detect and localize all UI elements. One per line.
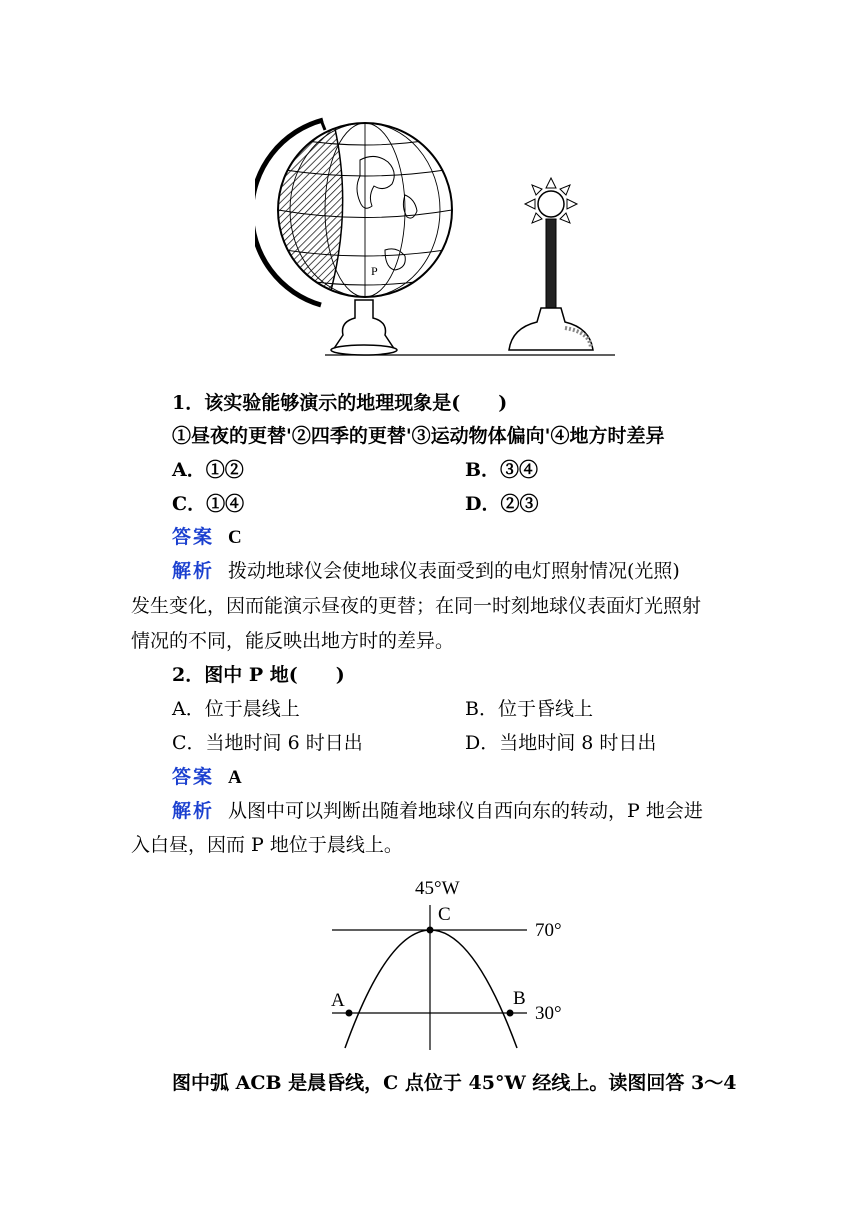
- meridian-label: 45°W: [415, 878, 460, 899]
- q1-answer-label: 答案: [172, 526, 215, 548]
- q1-answer-row: [172, 525, 242, 550]
- q1-analysis-label: 解析: [172, 560, 215, 582]
- lamp-base: [509, 308, 593, 350]
- globe-lamp-figure: [255, 100, 635, 382]
- q2-option-a: A．位于晨线上: [172, 698, 300, 720]
- lamp: [509, 178, 593, 350]
- point-b-label: B: [513, 988, 526, 1009]
- q2-answer: A: [228, 767, 242, 788]
- q1-analysis-row: [172, 559, 680, 583]
- q2-option-b: B．位于昏线上: [465, 698, 593, 720]
- q2-option-d: D．当地时间 8 时日出: [465, 732, 657, 754]
- q2-analysis-label: 解析: [172, 800, 215, 822]
- q2-analysis-line2: 入白昼，因而 P 地位于晨线上。: [131, 834, 403, 856]
- q2-analysis-row: [172, 799, 703, 823]
- q2-analysis-line1: 从图中可以判断出随着地球仪自西向东的转动，P 地会进: [228, 800, 703, 822]
- latitude-70-label: 70°: [535, 920, 562, 941]
- point-c-dot: [427, 927, 434, 934]
- q1-option-d: D．②③: [465, 493, 539, 515]
- globe-p-label: P: [371, 264, 378, 278]
- globe: [275, 120, 452, 305]
- terminator-arc: [345, 930, 517, 1048]
- point-a-dot: [346, 1010, 353, 1017]
- q1-answer: C: [228, 527, 242, 548]
- q1-analysis-line3: 情况的不同，能反映出地方时的差异。: [131, 630, 455, 652]
- q1-option-a: A．①②: [172, 459, 244, 481]
- point-a-label: A: [331, 990, 345, 1011]
- globe-stand: [333, 300, 395, 350]
- q2-answer-label: 答案: [172, 766, 215, 788]
- q2-option-c: C．当地时间 6 时日出: [172, 732, 363, 754]
- q2-answer-row: [172, 765, 242, 790]
- q1-stem: 1．该实验能够演示的地理现象是( ): [172, 392, 508, 414]
- point-c-label: C: [438, 904, 451, 925]
- q2-stem: 2．图中 P 地( ): [172, 664, 345, 686]
- lamp-pole: [546, 219, 556, 309]
- q1-analysis-line2: 发生变化，因而能演示昼夜的更替；在同一时刻地球仪表面灯光照射: [131, 595, 702, 617]
- point-b-dot: [507, 1010, 514, 1017]
- q1-statements: ①昼夜的更替'②四季的更替'③运动物体偏向'④地方时差异: [172, 425, 665, 447]
- q1-analysis-line1: 拨动地球仪会使地球仪表面受到的电灯照射情况(光照): [228, 560, 680, 582]
- intro-questions-3-4: 图中弧 ACB 是晨昏线，C 点位于 45°W 经线上。读图回答 3～4: [172, 1072, 737, 1094]
- terminator-diagram: [327, 870, 582, 1055]
- q1-option-b: B．③④: [465, 459, 539, 481]
- latitude-30-label: 30°: [535, 1003, 562, 1024]
- lamp-bulb: [538, 191, 564, 217]
- q1-option-c: C．①④: [172, 493, 245, 515]
